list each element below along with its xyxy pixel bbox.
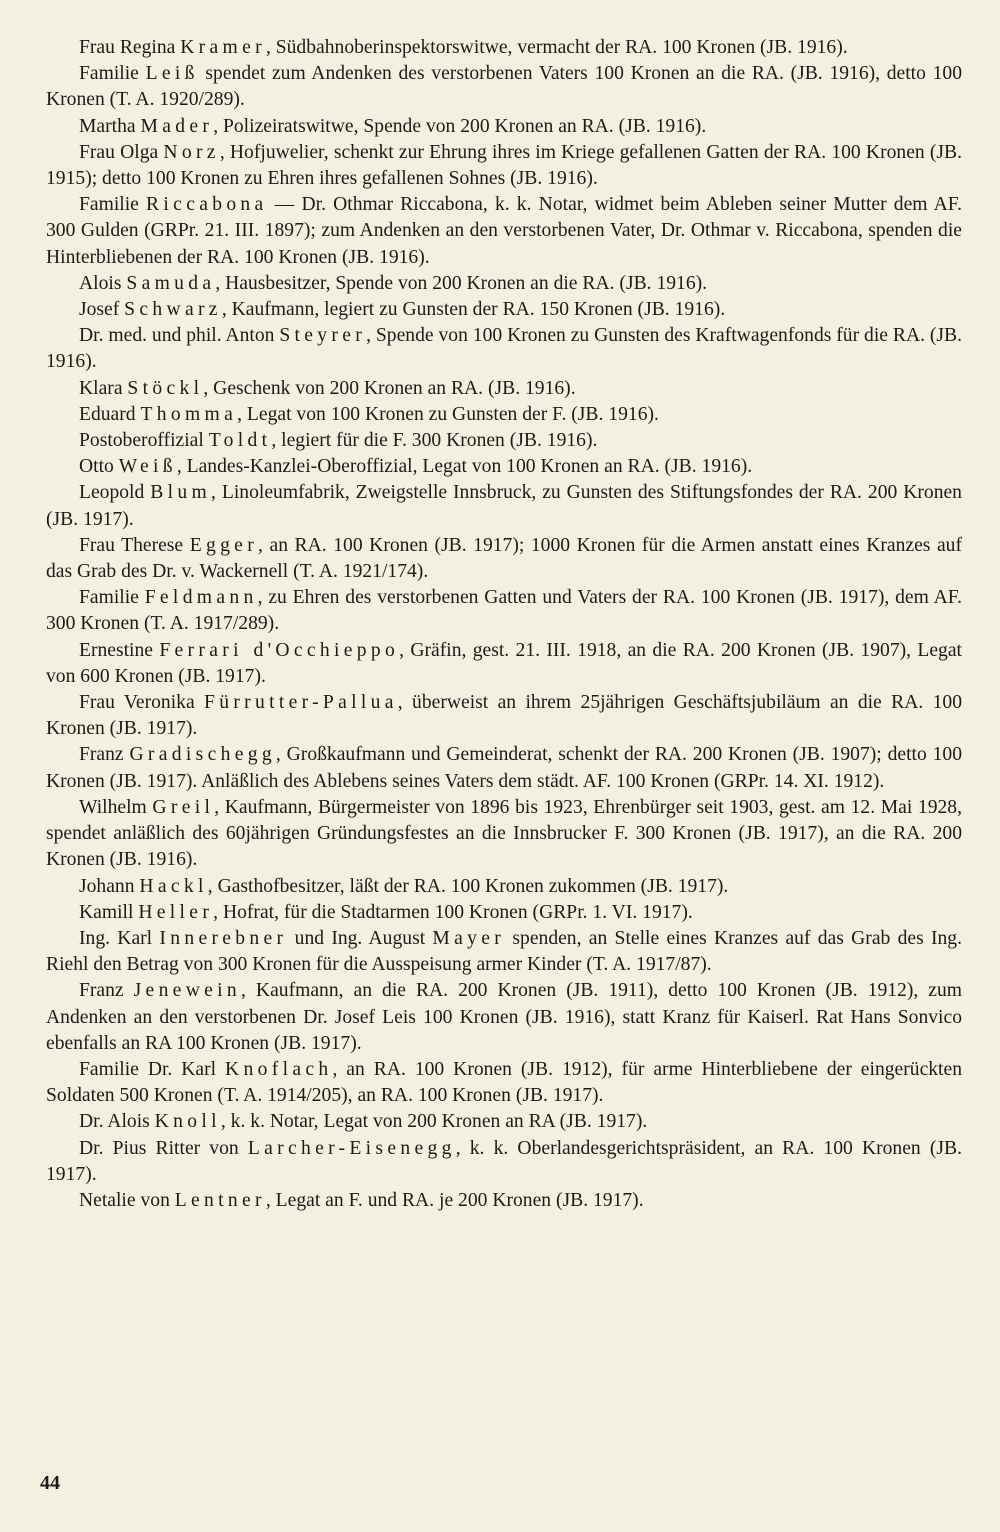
donation-entry — [46, 428, 962, 454]
entry-text: , Großkaufmann und Gemeinderat, schenkt der RA. 200 Kronen (JB. 1907); detto 100 Kronen (JB. 1917). Anläßlich des Ablebens seines Vaters dem städt. AF. 100 Kronen (GRPr. 14. XI. 1912). — [46, 744, 962, 792]
entry-text: — Dr. Othmar Riccabona, k. k. Notar, widmet beim Ableben seiner Mutter dem AF. 300 Gulden (GRPr. 21. III. 1897); zum Andenken an den verstorbenen Vater, Dr. Othmar v. Riccabona, spenden die Hinterbliebenen der RA. 100 Kronen (JB. 1916). — [46, 194, 963, 268]
donation-entry — [46, 742, 962, 794]
donor-name: Steyrer — [279, 325, 367, 347]
donor-name: Toldt — [208, 430, 272, 452]
donor-name: Ferrari d'Occhieppo — [159, 639, 400, 661]
donor-name: Heller — [138, 901, 214, 923]
entry-prefix: Familie — [79, 194, 147, 216]
entry-text: , Geschenk von 200 Kronen an RA. (JB. 1916). — [203, 377, 576, 399]
donor-name: Leiß — [145, 63, 199, 85]
donor-name: Knoll — [154, 1111, 221, 1133]
entry-prefix: Dr. Pius Ritter von — [79, 1137, 248, 1159]
entry-text: , legiert für die F. 300 Kronen (JB. 1916). — [271, 430, 598, 452]
entry-text: , Gräfin, gest. 21. III. 1918, an die RA. 200 Kronen (JB. 1907), Legat von 600 Kronen (JB. 1917). — [46, 639, 962, 687]
entry-text: , an RA. 100 Kronen (JB. 1912), für arme Hinterbliebene der eingerückten Soldaten 500 Kronen (T. A. 1914/205), an RA. 100 Kronen (JB. 1917). — [46, 1058, 962, 1107]
donor-name: Mader — [140, 115, 214, 137]
donor-name: Mayer — [432, 927, 506, 949]
donation-entry — [46, 533, 962, 585]
donor-name: Norz — [163, 141, 220, 163]
donor-name: Egger — [189, 534, 259, 556]
entry-prefix: Wilhelm — [79, 796, 153, 818]
donation-entry — [46, 323, 962, 375]
donor-name: Gradischegg — [129, 744, 276, 766]
donor-name: Lentner — [174, 1189, 266, 1211]
entry-text: , Legat an F. und RA. je 200 Kronen (JB. 1917). — [265, 1189, 644, 1211]
entry-prefix: Dr. med. und phil. Anton — [79, 325, 280, 347]
entry-text: , Kaufmann, an die RA. 200 Kronen (JB. 1911), detto 100 Kronen (JB. 1912), zum Andenken an den verstorbenen Dr. Josef Leis 100 Kronen (JB. 1916), statt Kranz für Kaiserl. Rat Hans Sonvico ebenfalls an RA 100 Kronen (JB. 1917). — [46, 980, 963, 1054]
entry-text: , Südbahnoberinspektorswitwe, vermacht der RA. 100 Kronen (JB. 1916). — [265, 37, 848, 58]
donation-list — [46, 35, 962, 1214]
donation-entry — [46, 874, 962, 900]
entry-text: , k. k. Notar, Legat von 200 Kronen an RA (JB. 1917). — [220, 1111, 648, 1133]
entry-prefix: Otto — [79, 456, 119, 478]
donation-entry — [46, 926, 962, 978]
donor-name: Feldmann — [144, 587, 258, 609]
page-number: 44 — [40, 1472, 60, 1494]
entry-prefix: Leopold — [79, 482, 151, 504]
entry-text: , k. k. Oberlandesgerichtspräsident, an RA. 100 Kronen (JB. 1917). — [46, 1137, 962, 1185]
entry-prefix: Franz — [79, 980, 134, 1002]
entry-text: spenden, an Stelle eines Kranzes auf das Grab des Ing. Riehl den Betrag von 300 Kronen für die Ausspeisung armer Kinder (T. A. 1917/87). — [46, 927, 962, 976]
entry-prefix: Martha — [79, 115, 141, 137]
entry-prefix: Dr. Alois — [79, 1111, 155, 1133]
donor-name: Schwarz — [124, 299, 222, 321]
entry-prefix: Klara — [79, 377, 128, 399]
entry-prefix: Familie — [79, 63, 146, 85]
donor-name: Weiß — [118, 456, 177, 478]
donation-entry — [46, 1136, 962, 1188]
donation-entry — [46, 638, 962, 690]
donation-entry — [46, 376, 962, 402]
entry-text: , Gasthofbesitzer, läßt der RA. 100 Kronen zukommen (JB. 1917). — [207, 875, 729, 897]
entry-prefix: Kamill — [79, 901, 139, 923]
entry-text: , Kaufmann, legiert zu Gunsten der RA. 150 Kronen (JB. 1916). — [221, 299, 726, 321]
donor-name: Knoflach — [225, 1058, 333, 1080]
entry-prefix: Frau Veronika — [79, 692, 205, 714]
donation-entry — [46, 297, 962, 323]
donor-name: Fürrutter-Pallua — [204, 692, 398, 714]
donation-entry — [46, 61, 962, 113]
entry-text: , Hausbesitzer, Spende von 200 Kronen an die RA. (JB. 1916). — [215, 272, 708, 294]
entry-prefix: Ing. Karl — [79, 927, 160, 949]
entry-prefix: Familie Dr. Karl — [79, 1058, 226, 1080]
donation-entry — [46, 271, 962, 297]
donation-entry — [46, 140, 962, 192]
donation-entry — [46, 1057, 962, 1109]
donation-entry — [46, 795, 962, 874]
entry-text: , Spende von 100 Kronen zu Gunsten des Kraftwagenfonds für die RA. (JB. 1916). — [46, 325, 963, 373]
donation-entry — [46, 690, 962, 742]
donor-name: Hackl — [139, 875, 208, 897]
donor-name: Greil — [152, 796, 215, 818]
entry-text: , Legat von 100 Kronen zu Gunsten der F. (JB. 1916). — [237, 403, 659, 425]
donor-name: Larcher-Eisenegg — [247, 1137, 456, 1159]
donor-name: Thomma — [140, 403, 238, 425]
entry-prefix: Alois — [79, 272, 127, 294]
entry-prefix: Franz — [79, 744, 130, 766]
donation-entry — [46, 585, 962, 637]
donor-name: Stöckl — [127, 377, 204, 399]
entry-text: , Hofjuwelier, schenkt zur Ehrung ihres im Kriege gefallenen Gatten der RA. 100 Kronen (JB. 1915); detto 100 Kronen zu Ehren ihres gefallenen Sohnes (JB. 1916). — [46, 141, 962, 190]
entry-prefix: Frau Olga — [79, 141, 164, 163]
donation-entry — [46, 480, 962, 532]
entry-text: , zu Ehren des verstorbenen Gatten und Vaters der RA. 100 Kronen (JB. 1917), dem AF. 300 Kronen (T. A. 1917/289). — [46, 587, 962, 635]
entry-prefix: Josef — [79, 299, 125, 321]
entry-prefix: Ernestine — [79, 639, 160, 661]
entry-text: , Polizeiratswitwe, Spende von 200 Kronen an RA. (JB. 1916). — [213, 115, 707, 137]
donor-name: Riccabona — [146, 194, 268, 216]
entry-text: , Landes-Kanzlei-Oberoffizial, Legat von 100 Kronen an RA. (JB. 1916). — [176, 456, 753, 478]
entry-prefix: Eduard — [79, 403, 141, 425]
donation-entry — [46, 114, 962, 140]
donor-name: Blum — [150, 482, 212, 504]
donor-name: Samuda — [126, 272, 216, 294]
entry-text: , überweist an ihrem 25jährigen Geschäftsjubiläum an die RA. 100 Kronen (JB. 1917). — [46, 692, 962, 740]
donation-entry — [46, 402, 962, 428]
entry-prefix: Familie — [79, 587, 145, 609]
entry-prefix: Postoberoffizial — [79, 430, 209, 452]
donation-entry — [46, 35, 962, 61]
donor-name: Innerebner — [159, 927, 288, 949]
donor-name: Jenewein — [133, 980, 242, 1002]
entry-text: , Kaufmann, Bürgermeister von 1896 bis 1923, Ehrenbürger seit 1903, gest. am 12. Mai 1928, spendet anläßlich des 60jährigen Gründungsfestes an die Innsbrucker F. 300 Kronen (JB. 1917), an die RA. 200 Kronen (JB. 1916). — [46, 796, 962, 871]
entry-text: , an RA. 100 Kronen (JB. 1917); 1000 Kronen für die Armen anstatt eines Kranzes auf das Grab des Dr. v. Wackernell (T. A. 1921/174). — [46, 534, 962, 583]
entry-prefix: Frau Therese — [79, 534, 190, 556]
entry-middle: und Ing. August — [287, 927, 433, 949]
entry-text: spendet zum Andenken des verstorbenen Vaters 100 Kronen an die RA. (JB. 1916), detto 100 Kronen (T. A. 1920/289). — [46, 63, 962, 111]
entry-text: , Hofrat, für die Stadtarmen 100 Kronen (GRPr. 1. VI. 1917). — [213, 901, 693, 923]
donation-entry — [46, 454, 962, 480]
donation-entry — [46, 1109, 962, 1135]
entry-text: , Linoleumfabrik, Zweigstelle Innsbruck, zu Gunsten des Stiftungsfondes der RA. 200 Kronen (JB. 1917). — [46, 482, 962, 530]
entry-prefix: Netalie von — [79, 1189, 175, 1211]
donation-entry — [46, 1188, 962, 1214]
donation-entry — [46, 192, 962, 271]
donation-entry — [46, 978, 962, 1057]
entry-prefix: Johann — [79, 875, 140, 897]
entry-prefix: Frau Regina — [79, 37, 181, 58]
donation-entry — [46, 900, 962, 926]
donor-name: Kramer — [180, 37, 266, 58]
